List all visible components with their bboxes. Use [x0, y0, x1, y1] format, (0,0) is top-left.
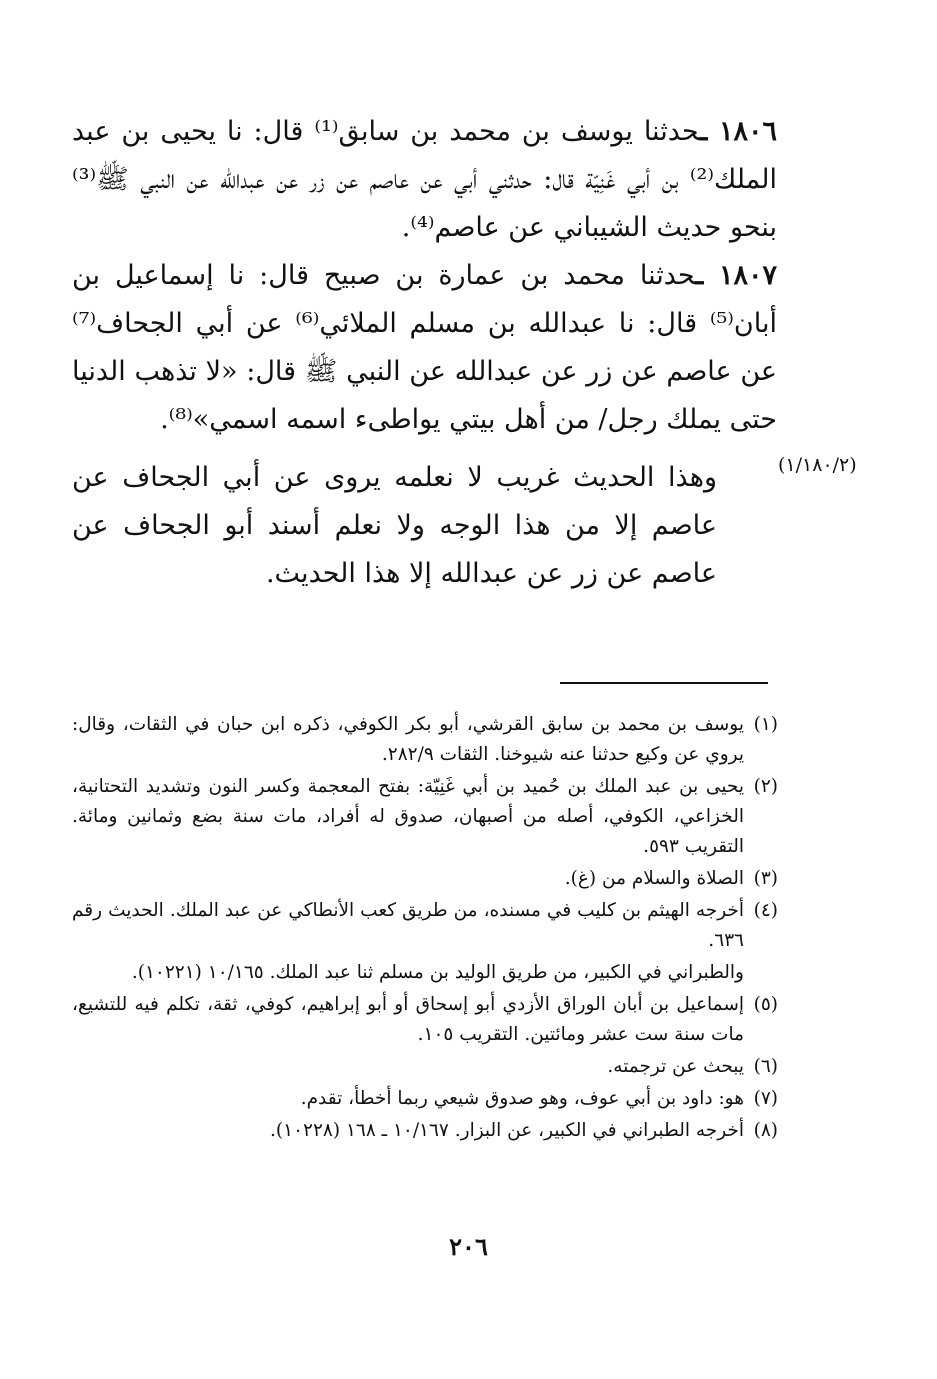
hadith-1806 [72, 108, 777, 252]
main-text [72, 108, 777, 598]
footnote-number: (٥) [753, 994, 778, 1015]
footnote-text: يحيى بن عبد الملك بن حُميد بن أبي غَنِيّة: بفتح المعجمة وكسر النون وتشديد التحتانية، الخزاعي، الكوفي، أصله من أصبهان، صدوق له أفراد، مات سنة بضع وثمانين ومائة. التقريب ٥٩٣. [72, 776, 744, 857]
footnote [72, 864, 778, 894]
footnote-text: أخرجه الطبراني في الكبير، عن البزار. ١٠/١٦٧ ـ ١٦٨ (١٠٢٢٨). [270, 1120, 744, 1141]
footnote [72, 772, 778, 862]
footnote-number: (٤) [753, 900, 778, 921]
hadith-text: حدثنا محمد بن عمارة بن صبيح قال: نا إسماعيل بن أبان⁽⁵⁾ قال: نا عبدالله بن مسلم الملائي⁽⁶⁾ عن أبي الجحاف⁽⁷⁾ عن عاصم عن زر عن عبدالله عن النبي ﷺ قال: «لا تذهب الدنيا حتى يملك رجل/ من أهل بيتي يواطىء اسمه اسمي»⁽⁸⁾. [72, 260, 777, 435]
hadith-number: ١٨٠٦ ـ [699, 116, 778, 147]
footnote [72, 710, 778, 770]
footnote-number: (١) [753, 714, 778, 735]
footnote-number: (٢) [753, 776, 778, 797]
footnote-separator [560, 682, 768, 684]
hadith-text: حدثنا يوسف بن محمد بن سابق⁽¹⁾ قال: نا يحيى بن عبد الملك⁽²⁾ بن أبي غَنِيّة قال: حدثني أبي عن عاصم عن زر عن عبدالله عن النبي ﷺ⁽³⁾ بنحو حديث الشيباني عن عاصم⁽⁴⁾. [72, 116, 777, 243]
footnote [72, 896, 778, 956]
page-number: ٢٠٦ [449, 1232, 488, 1261]
footnote-text: يوسف بن محمد بن سابق القرشي، أبو بكر الكوفي، ذكره ابن حبان في الثقات، وقال: يروي عن وكيع حدثنا عنه شيوخنا. الثقات ٢٨٢/٩. [72, 714, 744, 765]
footnote-text: أخرجه الهيثم بن كليب في مسنده، من طريق كعب الأنطاكي عن عبد الملك. الحديث رقم ٦٣٦. [72, 900, 744, 951]
footnote-text: يبحث عن ترجمته. [607, 1056, 744, 1077]
footnote-continuation: والطبراني في الكبير، من طريق الوليد بن مسلم ثنا عبد الملك. ١٠/١٦٥ (١٠٢٢١). [131, 962, 744, 983]
footnote-text: إسماعيل بن أبان الوراق الأزدي أبو إسحاق أو أبو إبراهيم، كوفي، ثقة، تكلم فيه للتشيع، مات سنة ست عشر ومائتين. التقريب ١٠٥. [72, 994, 744, 1045]
footnote-text: هو: داود بن أبي عوف، وهو صدوق شيعي ربما أخطأ، تقدم. [300, 1088, 744, 1109]
hadith-1807 [72, 252, 777, 444]
footnote-text: الصلاة والسلام من (غ). [564, 868, 744, 889]
footnote [72, 990, 778, 1050]
commentary: وهذا الحديث غريب لا نعلمه يروى عن أبي الجحاف عن عاصم إلا من هذا الوجه ولا نعلم أسند أبو الجحاف عن عاصم عن زر عن عبدالله إلا هذا الحديث. [72, 462, 717, 589]
manuscript-folio-note: (١/١٨٠/٢) [778, 454, 857, 476]
footnotes [72, 710, 778, 1148]
footnote-number: (٣) [753, 868, 778, 889]
footnote-number: (٨) [753, 1120, 778, 1141]
footnote-number: (٦) [753, 1056, 778, 1077]
footnote-number: (٧) [753, 1088, 778, 1109]
hadith-number: ١٨٠٧ ـ [695, 260, 777, 291]
footnote [72, 1116, 778, 1146]
footnote [72, 1052, 778, 1082]
footnote [72, 1084, 778, 1114]
